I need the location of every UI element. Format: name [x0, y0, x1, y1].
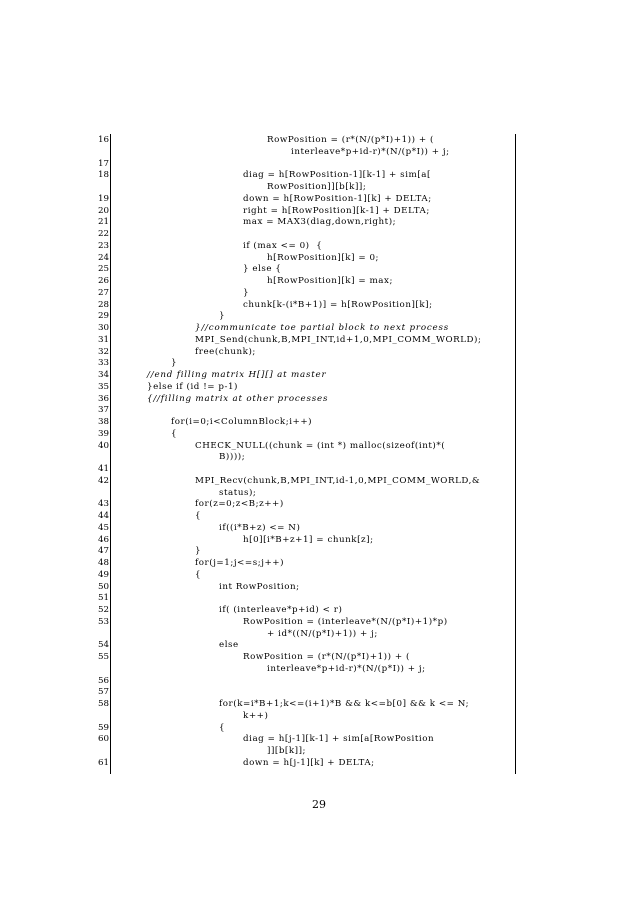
line-number: 54	[97, 640, 109, 651]
code-text: CHECK_NULL((chunk = (int *) malloc(sizeof(int)*(	[195, 440, 446, 451]
line-number: 34	[97, 370, 109, 380]
code-text: else	[219, 640, 239, 651]
code-text: {	[195, 569, 202, 580]
code-text: right = h[RowPosition][k-1] + DELTA;	[243, 205, 430, 216]
line-number: 45	[97, 522, 109, 533]
line-number: 31	[97, 334, 109, 345]
line-number: 48	[97, 558, 109, 568]
line-number: 38	[97, 417, 109, 427]
line-number: 46	[97, 534, 109, 545]
code-line	[97, 757, 515, 770]
line-number: 52	[97, 605, 109, 615]
line-number: 49	[97, 569, 109, 580]
code-text: }	[171, 358, 178, 369]
line-number: 25	[97, 264, 109, 275]
code-text: diag = h[j-1][k-1] + sim[a[RowPosition	[243, 734, 435, 745]
line-number: 16	[97, 135, 109, 145]
code-text: for(j=1;j<=s;j++)	[195, 558, 285, 568]
page-number: 29	[312, 798, 326, 811]
line-number: 37	[97, 405, 109, 416]
line-number: 58	[97, 699, 109, 709]
code-text: down = h[RowPosition-1][k] + DELTA;	[243, 193, 432, 204]
code-text: RowPosition = (r*(N/(p*I)+1)) + (	[243, 652, 410, 662]
code-text: free(chunk);	[195, 346, 256, 357]
line-number: 44	[97, 511, 109, 521]
code-text: MPI_Recv(chunk,B,MPI_INT,id-1,0,MPI_COMM_WORLD,&	[195, 475, 481, 486]
line-number: 50	[97, 581, 109, 592]
code-comment: {//filling matrix at other processes	[147, 393, 329, 404]
line-number: 35	[97, 381, 109, 392]
line-number: 47	[97, 546, 109, 557]
code-text: MPI_Send(chunk,B,MPI_INT,id+1,0,MPI_COMM_WORLD);	[195, 334, 482, 345]
code-text: }	[195, 546, 202, 557]
code-text: max = MAX3(diag,down,right);	[243, 217, 397, 228]
line-number: 59	[97, 722, 109, 733]
code-text: down = h[j-1][k] + DELTA;	[243, 757, 375, 768]
code-text: RowPosition = (interleave*(N/(p*I)+1)*p)	[243, 616, 448, 627]
code-text: interleave*p+id-r)*(N/(p*I)) + j;	[291, 146, 450, 157]
code-text: }	[219, 311, 226, 322]
line-number: 19	[97, 193, 109, 204]
code-text: {	[195, 511, 202, 521]
line-number: 27	[97, 287, 109, 298]
code-text: status);	[219, 487, 257, 498]
code-text: + id*((N/(p*I)+1)) + j;	[267, 628, 378, 639]
code-text: int RowPosition;	[219, 581, 300, 592]
line-number: 17	[97, 158, 109, 169]
code-text: h[RowPosition][k] = 0;	[267, 252, 380, 263]
line-number: 40	[97, 440, 109, 451]
code-text: chunk[k-(i*B+1)] = h[RowPosition][k];	[243, 299, 433, 310]
line-number: 36	[97, 393, 109, 404]
line-number: 60	[97, 734, 109, 745]
line-number: 24	[97, 252, 109, 263]
code-text: {	[219, 722, 226, 733]
code-text: if (max <= 0) {	[243, 240, 323, 251]
code-text: if((i*B+z) <= N)	[219, 522, 301, 533]
code-text: RowPosition = (r*(N/(p*I)+1)) + (	[267, 135, 434, 145]
line-number: 18	[97, 170, 109, 181]
code-text: ]][b[k]];	[267, 746, 307, 756]
line-number: 33	[97, 358, 109, 369]
line-number: 39	[97, 428, 109, 439]
line-number: 29	[97, 311, 109, 322]
code-text: } else {	[243, 264, 282, 275]
line-number: 22	[97, 229, 109, 239]
code-text: }	[243, 287, 250, 298]
code-comment: }//communicate toe partial block to next process	[195, 323, 449, 333]
code-text: h[0][i*B+z+1] = chunk[z];	[243, 534, 374, 545]
line-number: 26	[97, 276, 109, 286]
line-number: 51	[97, 593, 109, 604]
code-text: k++)	[243, 710, 269, 721]
code-text: RowPosition]][b[k]];	[267, 182, 367, 192]
code-text: h[RowPosition][k] = max;	[267, 276, 393, 286]
code-text: if( (interleave*p+id) < r)	[219, 605, 343, 615]
line-number: 56	[97, 675, 109, 686]
line-number: 42	[97, 475, 109, 486]
line-number: 30	[97, 323, 109, 333]
code-text: for(k=i*B+1;k<=(i+1)*B && k<=b[0] && k <= N;	[219, 699, 470, 709]
code-text: B))));	[219, 452, 246, 463]
code-text: diag = h[RowPosition-1][k-1] + sim[a[	[243, 170, 431, 181]
line-number: 20	[97, 205, 109, 216]
code-text: interleave*p+id-r)*(N/(p*I)) + j;	[267, 663, 426, 674]
line-number: 53	[97, 616, 109, 627]
line-number: 32	[97, 346, 109, 357]
line-number: 43	[97, 499, 109, 510]
code-text: for(i=0;i<ColumnBlock;i++)	[171, 417, 313, 427]
line-number: 21	[97, 217, 109, 228]
line-number: 61	[97, 757, 109, 768]
line-number: 23	[97, 240, 109, 251]
line-number: 55	[97, 652, 109, 662]
line-number: 57	[97, 687, 109, 698]
line-number: 41	[97, 464, 109, 474]
code-text: {	[171, 428, 178, 439]
code-comment: //end filling matrix H[][] at master	[147, 370, 327, 380]
line-number: 28	[97, 299, 109, 310]
code-text: }else if (id != p-1)	[147, 381, 238, 392]
code-listing	[97, 134, 516, 774]
code-text: for(z=0;z<B;z++)	[195, 499, 284, 510]
